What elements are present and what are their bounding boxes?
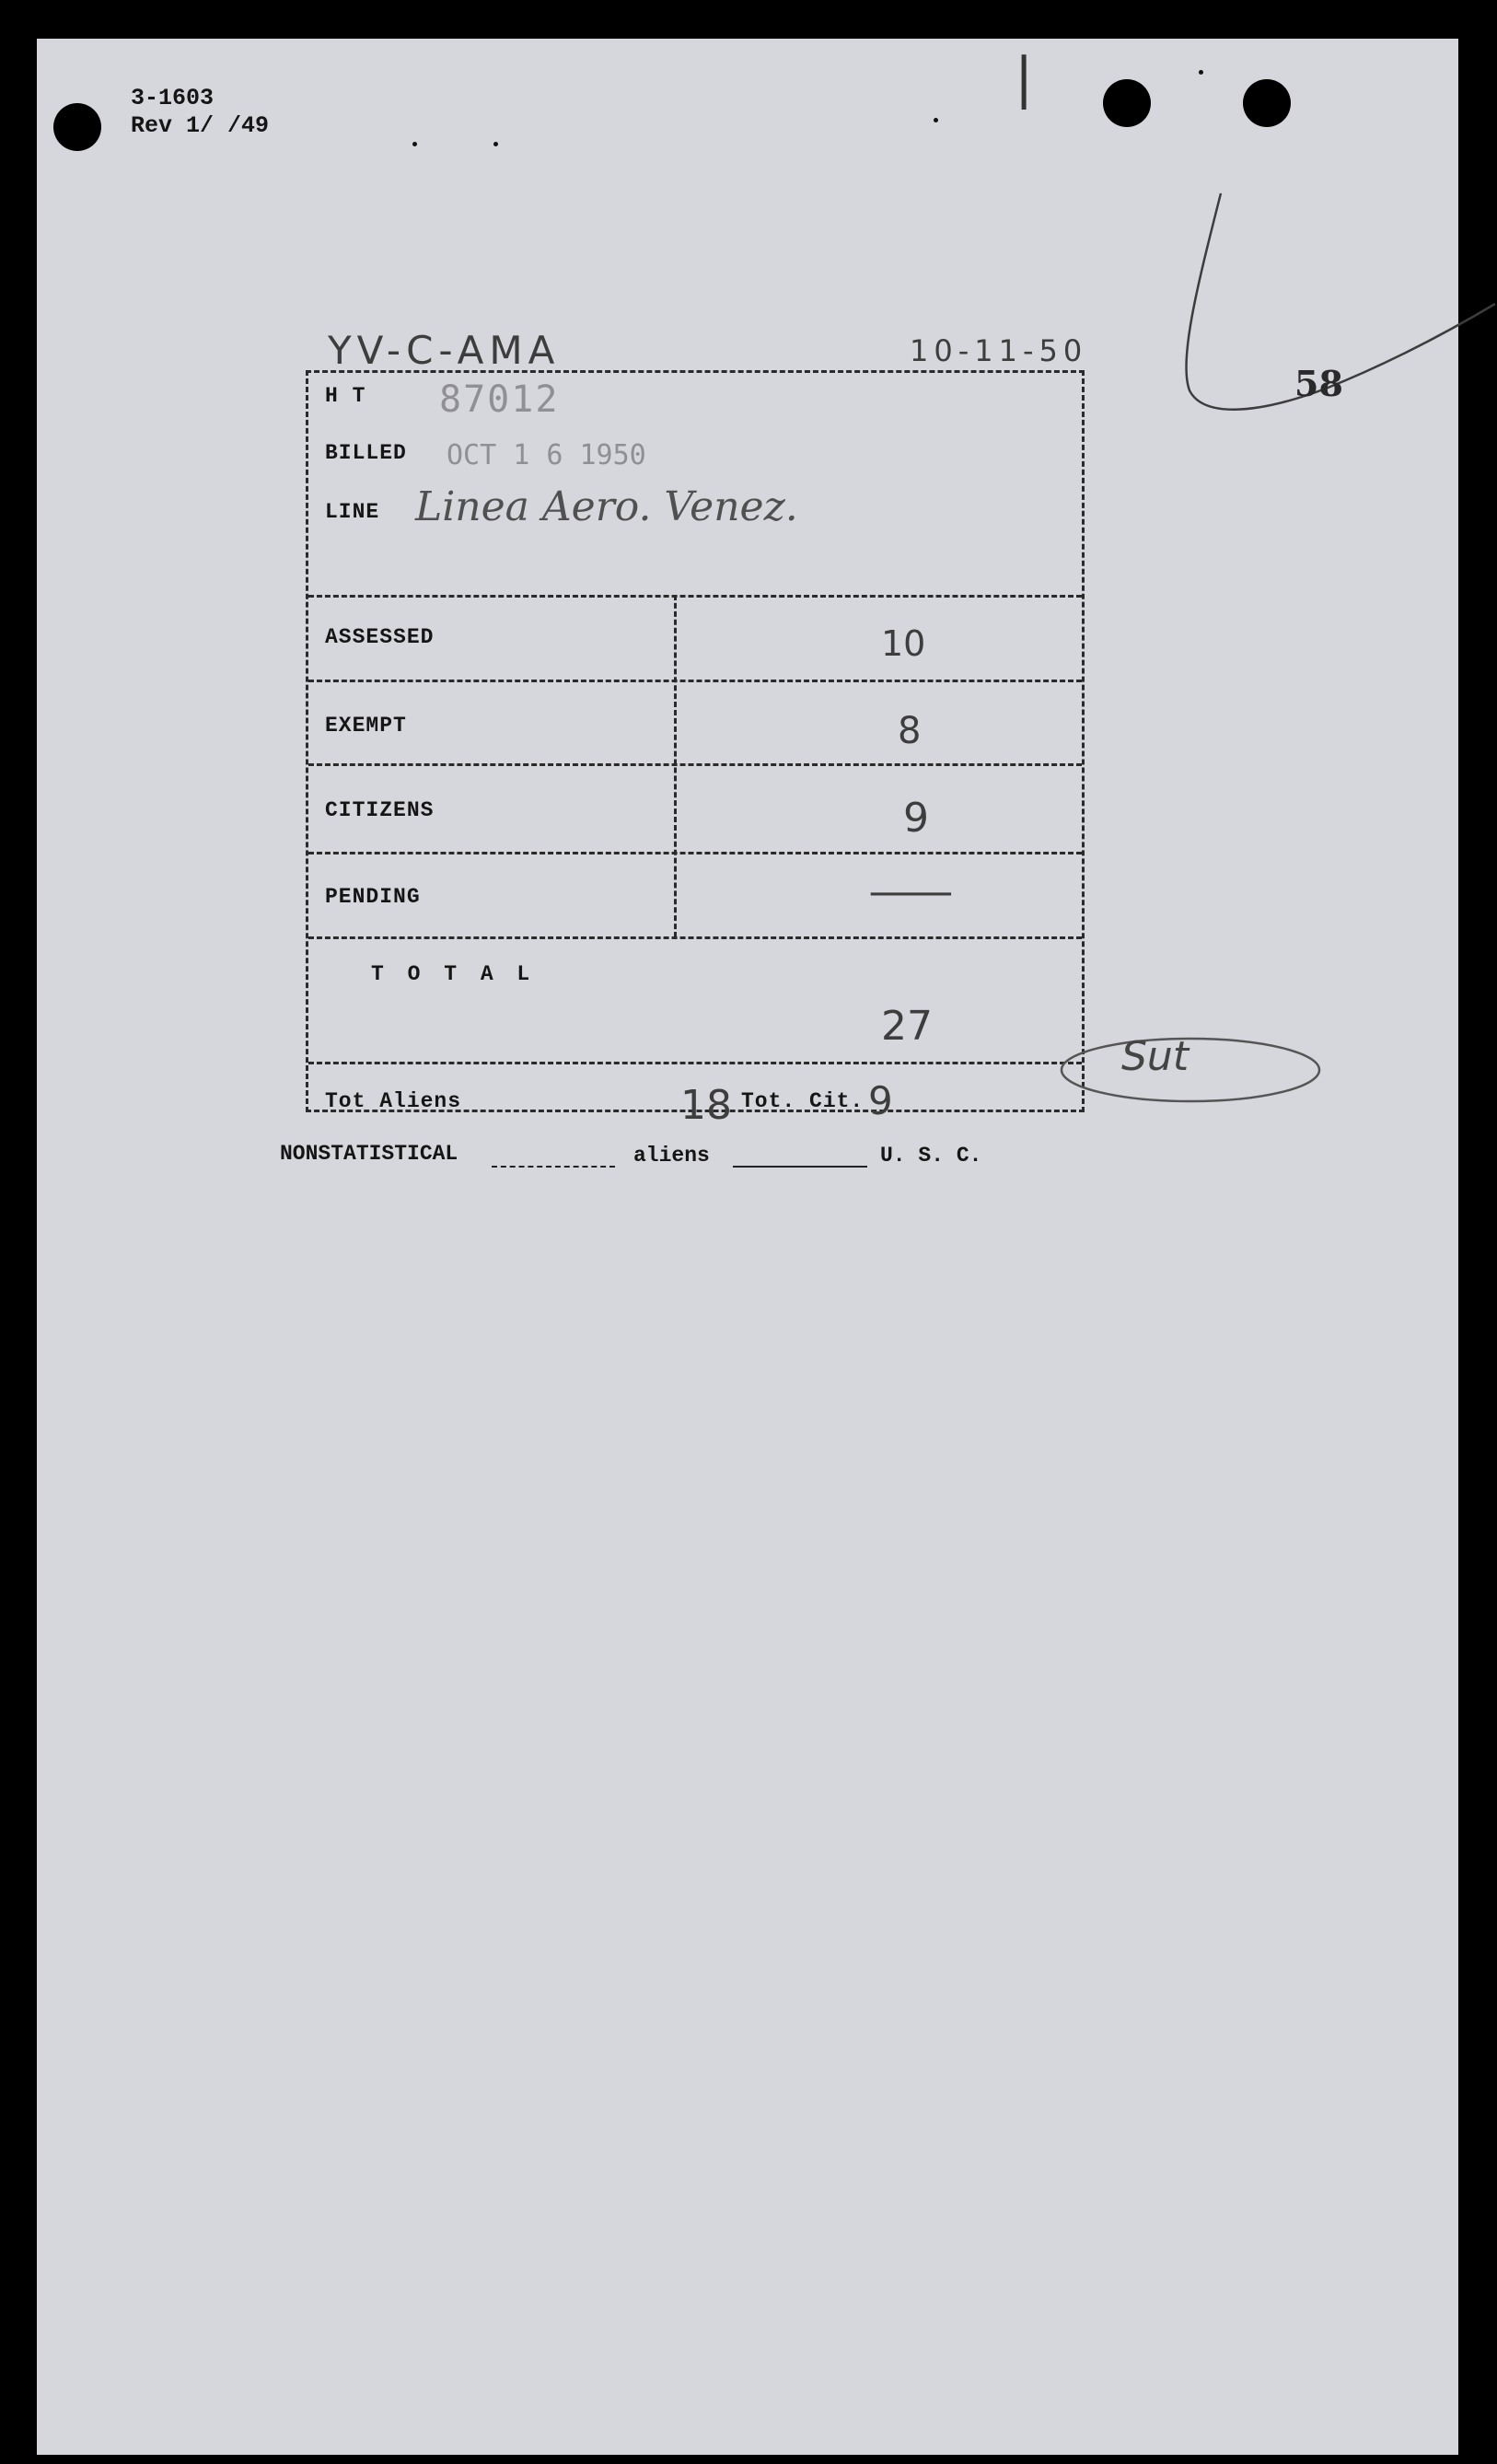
exempt-value: 8	[898, 710, 922, 752]
nonstatistical-label: NONSTATISTICAL	[280, 1142, 458, 1166]
punch-hole-right-2	[1243, 79, 1291, 127]
check-mark-icon	[1114, 149, 1497, 462]
header-date: 10-11-50	[910, 333, 1088, 368]
usc-label: U. S. C.	[880, 1144, 982, 1168]
exempt-label: EXEMPT	[325, 714, 407, 738]
speck	[412, 142, 417, 146]
page-number: 58	[1294, 363, 1343, 404]
speck	[1199, 70, 1203, 75]
manifest-form	[306, 370, 1085, 1129]
document-sheet	[37, 39, 1458, 2455]
tot-aliens-value: 18	[680, 1082, 732, 1129]
line-label: LINE	[325, 500, 380, 524]
divider	[308, 680, 1082, 682]
tot-aliens-label: Tot Aliens	[325, 1089, 462, 1113]
form-number: 3-1603	[131, 85, 215, 111]
margin-note: Sut	[1121, 1033, 1189, 1080]
aliens-blank	[733, 1166, 867, 1168]
total-value: 27	[881, 1003, 933, 1050]
citizens-value: 9	[903, 795, 929, 842]
divider	[308, 936, 1082, 939]
speck	[493, 142, 498, 146]
ht-label: H T	[325, 384, 366, 408]
tot-cit-label: Tot. Cit.	[741, 1089, 865, 1113]
header-code: YV-C-AMA	[328, 328, 561, 373]
divider	[308, 595, 1082, 598]
ht-value: 87012	[439, 378, 560, 421]
divider	[308, 763, 1082, 766]
divider	[308, 852, 1082, 854]
pending-value: —	[866, 868, 956, 915]
assessed-value: 10	[881, 623, 926, 664]
aliens-label: aliens	[633, 1144, 710, 1168]
total-label: T O T A L	[371, 962, 536, 986]
billed-label: BILLED	[325, 441, 407, 465]
margin-note-oval	[1048, 1015, 1333, 1125]
pending-label: PENDING	[325, 885, 421, 909]
billed-value: OCT 1 6 1950	[447, 439, 646, 471]
speck	[934, 118, 938, 122]
line-value: Linea Aero. Venez.	[415, 483, 798, 530]
divider	[308, 1062, 1082, 1064]
punch-hole-left	[53, 103, 101, 151]
nonstatistical-blank	[492, 1166, 615, 1168]
pencil-tick: |	[1015, 46, 1034, 110]
citizens-label: CITIZENS	[325, 798, 435, 822]
tot-cit-value: 9	[868, 1078, 893, 1123]
assessed-label: ASSESSED	[325, 625, 435, 649]
column-divider	[674, 595, 677, 937]
punch-hole-right-1	[1103, 79, 1151, 127]
form-revision: Rev 1/ /49	[131, 112, 270, 139]
